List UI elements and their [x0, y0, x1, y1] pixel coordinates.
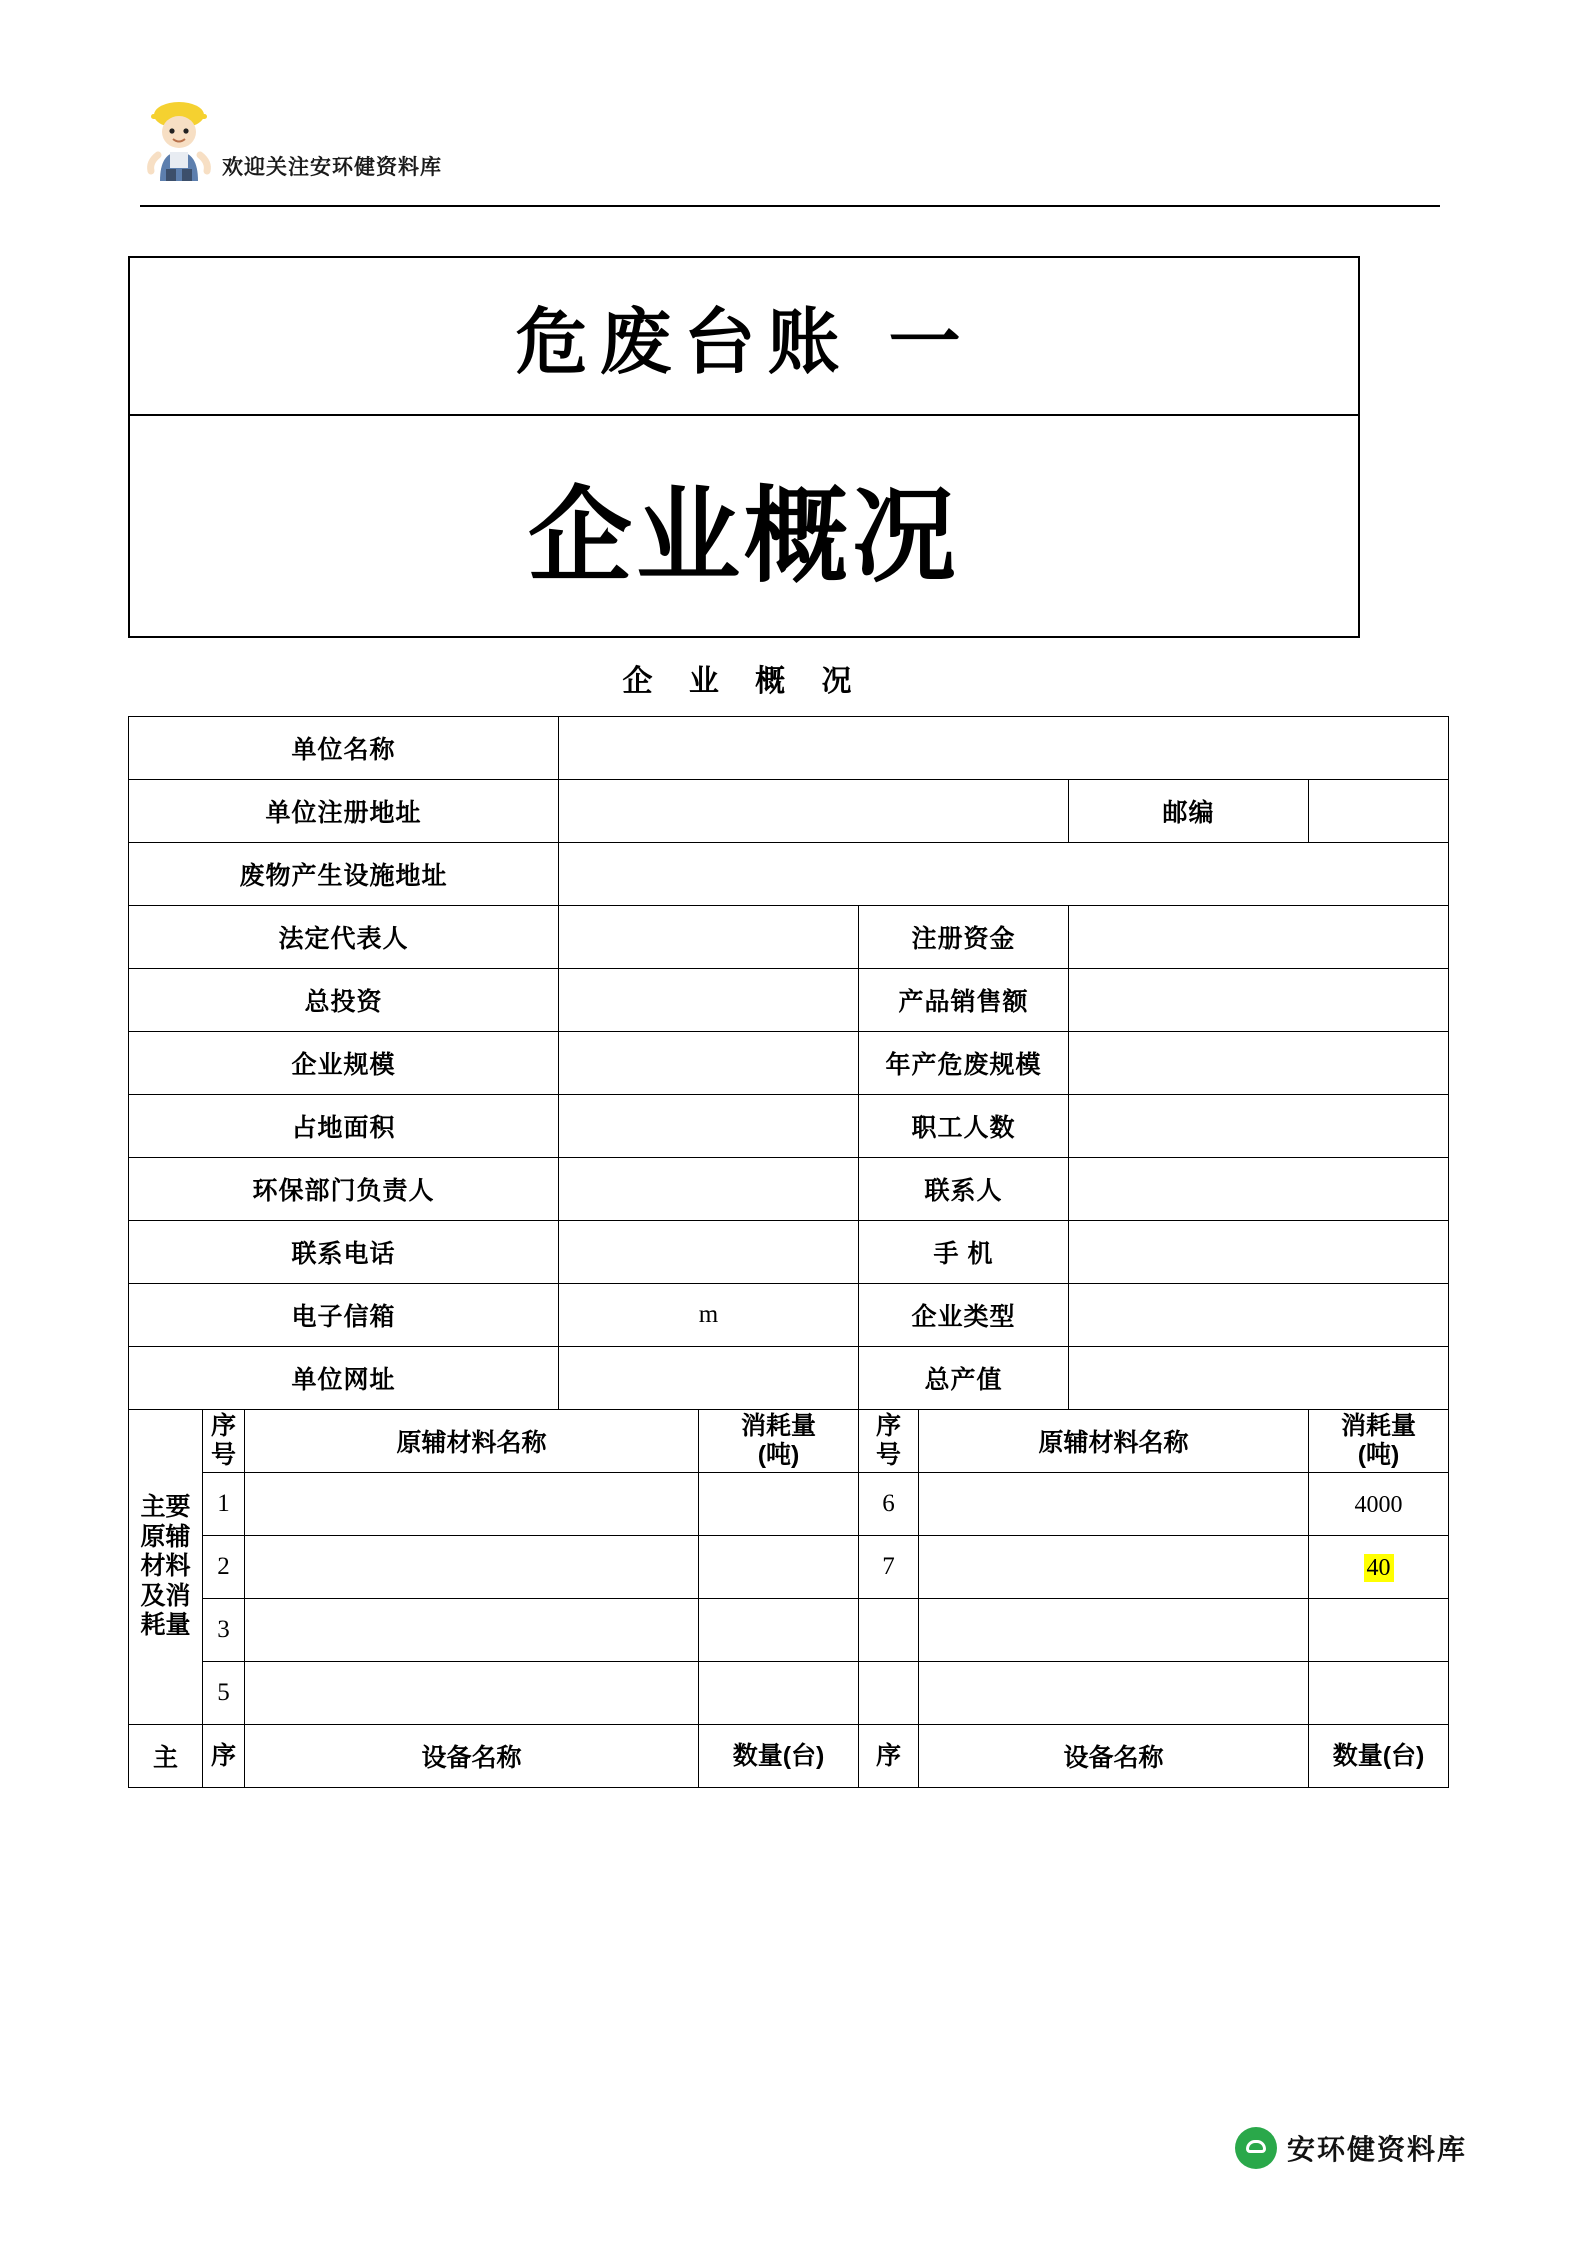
materials-name-left[interactable]: [245, 1536, 699, 1599]
table-row: [129, 1032, 1449, 1095]
materials-header-amount-right-line2: (吨): [1357, 1441, 1400, 1469]
field-value-email[interactable]: m: [559, 1284, 859, 1347]
title-box-primary: [128, 256, 1360, 416]
field-value-registered-capital[interactable]: [1069, 906, 1449, 969]
field-label-legal-representative: 法定代表人: [129, 906, 559, 969]
materials-header-name-right: 原辅材料名称: [919, 1410, 1309, 1473]
materials-index-left: 5: [203, 1662, 245, 1725]
materials-header-amount-left: [699, 1410, 859, 1473]
materials-row: [129, 1599, 1449, 1662]
materials-amount-right[interactable]: [1309, 1662, 1449, 1725]
field-label-mobile: 手 机: [859, 1221, 1069, 1284]
materials-amount-right[interactable]: [1309, 1473, 1449, 1536]
field-value-annual-hazardous-waste[interactable]: [1069, 1032, 1449, 1095]
field-label-env-dept-head: 环保部门负责人: [129, 1158, 559, 1221]
field-label-total-investment: 总投资: [129, 969, 559, 1032]
document-subtitle: 企 业 概 况: [622, 665, 866, 698]
materials-index-right: 6: [859, 1473, 919, 1536]
document-title-line2: 企业概况: [527, 479, 960, 595]
materials-header-index-left: 序号: [203, 1410, 245, 1473]
materials-header-amount-right-line1: 消耗量: [1341, 1412, 1417, 1441]
materials-index-left: 2: [203, 1536, 245, 1599]
field-value-product-sales[interactable]: [1069, 969, 1449, 1032]
field-label-registered-address: 单位注册地址: [129, 780, 559, 843]
materials-header-row: [129, 1410, 1449, 1473]
field-label-contact-person: 联系人: [859, 1158, 1069, 1221]
field-value-contact-phone[interactable]: [559, 1221, 859, 1284]
field-value-contact-person[interactable]: [1069, 1158, 1449, 1221]
materials-name-left[interactable]: [245, 1599, 699, 1662]
document-title-line1: 危废台账 一: [515, 299, 973, 384]
table-row: [129, 906, 1449, 969]
field-label-total-output: 总产值: [859, 1347, 1069, 1410]
field-label-waste-facility-address: 废物产生设施地址: [129, 843, 559, 906]
materials-index-right: [859, 1662, 919, 1725]
materials-header-index-right: 序号: [859, 1410, 919, 1473]
materials-name-left[interactable]: [245, 1662, 699, 1725]
materials-name-left[interactable]: [245, 1473, 699, 1536]
header-watermark-text: 欢迎关注安环健资料库: [222, 156, 442, 179]
enterprise-overview-table: [128, 716, 1449, 1788]
table-row: [129, 1347, 1449, 1410]
materials-index-left: 3: [203, 1599, 245, 1662]
equipment-header-index-right: 序: [859, 1725, 919, 1788]
footer-watermark-text: 安环健资料库: [1286, 2134, 1467, 2165]
field-value-employee-count[interactable]: [1069, 1095, 1449, 1158]
materials-name-right[interactable]: [919, 1536, 1309, 1599]
materials-name-right[interactable]: [919, 1599, 1309, 1662]
materials-amount-right-value: 4000: [1354, 1491, 1403, 1518]
field-label-enterprise-type: 企业类型: [859, 1284, 1069, 1347]
wechat-badge-icon: [1235, 2127, 1277, 2169]
field-label-annual-hazardous-waste: 年产危废规模: [859, 1032, 1069, 1095]
field-value-enterprise-scale[interactable]: [559, 1032, 859, 1095]
materials-amount-right[interactable]: [1309, 1599, 1449, 1662]
materials-name-right[interactable]: [919, 1662, 1309, 1725]
field-value-total-investment[interactable]: [559, 969, 859, 1032]
materials-amount-left[interactable]: [699, 1662, 859, 1725]
materials-row: [129, 1473, 1449, 1536]
table-row: [129, 1221, 1449, 1284]
materials-index-right: 7: [859, 1536, 919, 1599]
field-label-enterprise-scale: 企业规模: [129, 1032, 559, 1095]
materials-name-right[interactable]: [919, 1473, 1309, 1536]
equipment-header-count-left: 数量(台): [699, 1725, 859, 1788]
field-label-unit-name: 单位名称: [129, 717, 559, 780]
field-value-waste-facility-address[interactable]: [559, 843, 1449, 906]
field-value-website[interactable]: [559, 1347, 859, 1410]
field-value-site-area[interactable]: [559, 1095, 859, 1158]
field-value-env-dept-head[interactable]: [559, 1158, 859, 1221]
materials-header-amount-left-line2: (吨): [757, 1441, 800, 1469]
field-label-registered-capital: 注册资金: [859, 906, 1069, 969]
table-row: [129, 1158, 1449, 1221]
header-divider: [140, 205, 1440, 207]
materials-header-amount-right: [1309, 1410, 1449, 1473]
field-value-enterprise-type[interactable]: [1069, 1284, 1449, 1347]
equipment-side-label: 主: [129, 1725, 203, 1788]
materials-row: [129, 1536, 1449, 1599]
worker-mascot-icon: [140, 95, 218, 181]
field-value-mobile[interactable]: [1069, 1221, 1449, 1284]
field-label-product-sales: 产品销售额: [859, 969, 1069, 1032]
table-row: [129, 969, 1449, 1032]
highlighted-value: 40: [1364, 1554, 1394, 1582]
field-value-postcode[interactable]: [1309, 780, 1449, 843]
materials-index-right: [859, 1599, 919, 1662]
materials-index-left: 1: [203, 1473, 245, 1536]
field-label-employee-count: 职工人数: [859, 1095, 1069, 1158]
field-value-legal-representative[interactable]: [559, 906, 859, 969]
equipment-header-index-left: 序: [203, 1725, 245, 1788]
table-row: [129, 717, 1449, 780]
equipment-header-count-right: 数量(台): [1309, 1725, 1449, 1788]
table-row: [129, 1284, 1449, 1347]
table-row: [129, 843, 1449, 906]
footer-watermark: [1235, 2127, 1467, 2169]
title-box-secondary: [128, 416, 1360, 638]
field-value-registered-address[interactable]: [559, 780, 1069, 843]
equipment-header-name-left: 设备名称: [245, 1725, 699, 1788]
materials-amount-left[interactable]: [699, 1536, 859, 1599]
materials-amount-left[interactable]: [699, 1599, 859, 1662]
materials-amount-right-highlighted[interactable]: [1309, 1536, 1449, 1599]
field-label-website: 单位网址: [129, 1347, 559, 1410]
field-label-site-area: 占地面积: [129, 1095, 559, 1158]
materials-side-label: 主要原辅材料及消耗量: [129, 1410, 203, 1725]
materials-row: [129, 1662, 1449, 1725]
equipment-header-name-right: 设备名称: [919, 1725, 1309, 1788]
materials-amount-left[interactable]: [699, 1473, 859, 1536]
field-value-total-output[interactable]: [1069, 1347, 1449, 1410]
equipment-header-row: [129, 1725, 1449, 1788]
materials-header-name-left: 原辅材料名称: [245, 1410, 699, 1473]
field-label-postcode: 邮编: [1069, 780, 1309, 843]
header-watermark: [140, 95, 1450, 215]
materials-header-amount-left-line1: 消耗量: [741, 1412, 817, 1441]
field-value-unit-name[interactable]: [559, 717, 1449, 780]
field-label-email: 电子信箱: [129, 1284, 559, 1347]
table-row: [129, 1095, 1449, 1158]
field-label-contact-phone: 联系电话: [129, 1221, 559, 1284]
table-row: [129, 780, 1449, 843]
